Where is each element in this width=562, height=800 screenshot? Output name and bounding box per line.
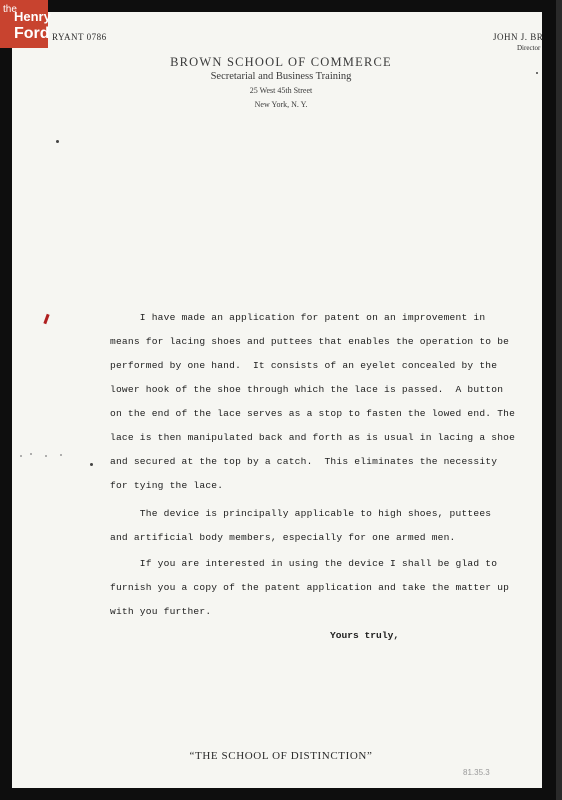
- body-line: lower hook of the shoe through which the lace is passed. A button: [110, 384, 504, 395]
- logo-henry: Henry: [14, 9, 51, 24]
- letterhead-director-title: Director: [517, 44, 541, 52]
- archive-number: 81.35.3: [463, 768, 490, 777]
- body-line: for tying the lace.: [110, 480, 224, 491]
- school-tagline: Secretarial and Business Training: [210, 71, 352, 82]
- body-line: I have made an application for patent on an improvement in: [110, 312, 486, 323]
- school-address: 25 West 45th Street: [249, 86, 313, 95]
- speck-mark: [60, 454, 62, 456]
- body-line: If you are interested in using the device I shall be glad to: [110, 558, 498, 569]
- body-line: The device is principally applicable to high shoes, puttees: [110, 508, 492, 519]
- speck-mark: [20, 455, 22, 457]
- closing: Yours truly,: [330, 630, 400, 641]
- body-line: and artificial body members, especially for one armed men.: [110, 532, 456, 543]
- body-line: lace is then manipulated back and forth as is usual in lacing a shoe: [110, 432, 516, 443]
- letter-page: [12, 9, 542, 788]
- henry-ford-logo: [0, 0, 51, 48]
- body-line: and secured at the top by a catch. This eliminates the necessity: [110, 456, 498, 467]
- speck-mark: [56, 140, 59, 143]
- letterhead-phone: RYANT 0786: [52, 32, 107, 42]
- logo-ford: Ford: [14, 25, 50, 42]
- body-line: furnish you a copy of the patent application and take the matter up: [110, 582, 510, 593]
- page-edge: [556, 0, 562, 800]
- speck-mark: [536, 72, 538, 74]
- body-line: means for lacing shoes and puttees that enables the operation to be: [110, 336, 510, 347]
- speck-mark: [90, 463, 93, 466]
- speck-mark: [30, 453, 32, 455]
- speck-mark: [45, 455, 47, 457]
- body-line: performed by one hand. It consists of an eyelet concealed by the: [110, 360, 498, 371]
- body-line: with you further.: [110, 606, 212, 617]
- logo-the: the: [3, 4, 17, 15]
- school-city: New York, N. Y.: [254, 100, 308, 109]
- letterhead-footer: “THE SCHOOL OF DISTINCTION”: [189, 750, 373, 762]
- letterhead-director-name: JOHN J. BR: [493, 32, 544, 42]
- body-line: on the end of the lace serves as a stop to fasten the lowed end. The: [110, 408, 516, 419]
- school-name: BROWN SCHOOL OF COMMERCE: [170, 55, 392, 69]
